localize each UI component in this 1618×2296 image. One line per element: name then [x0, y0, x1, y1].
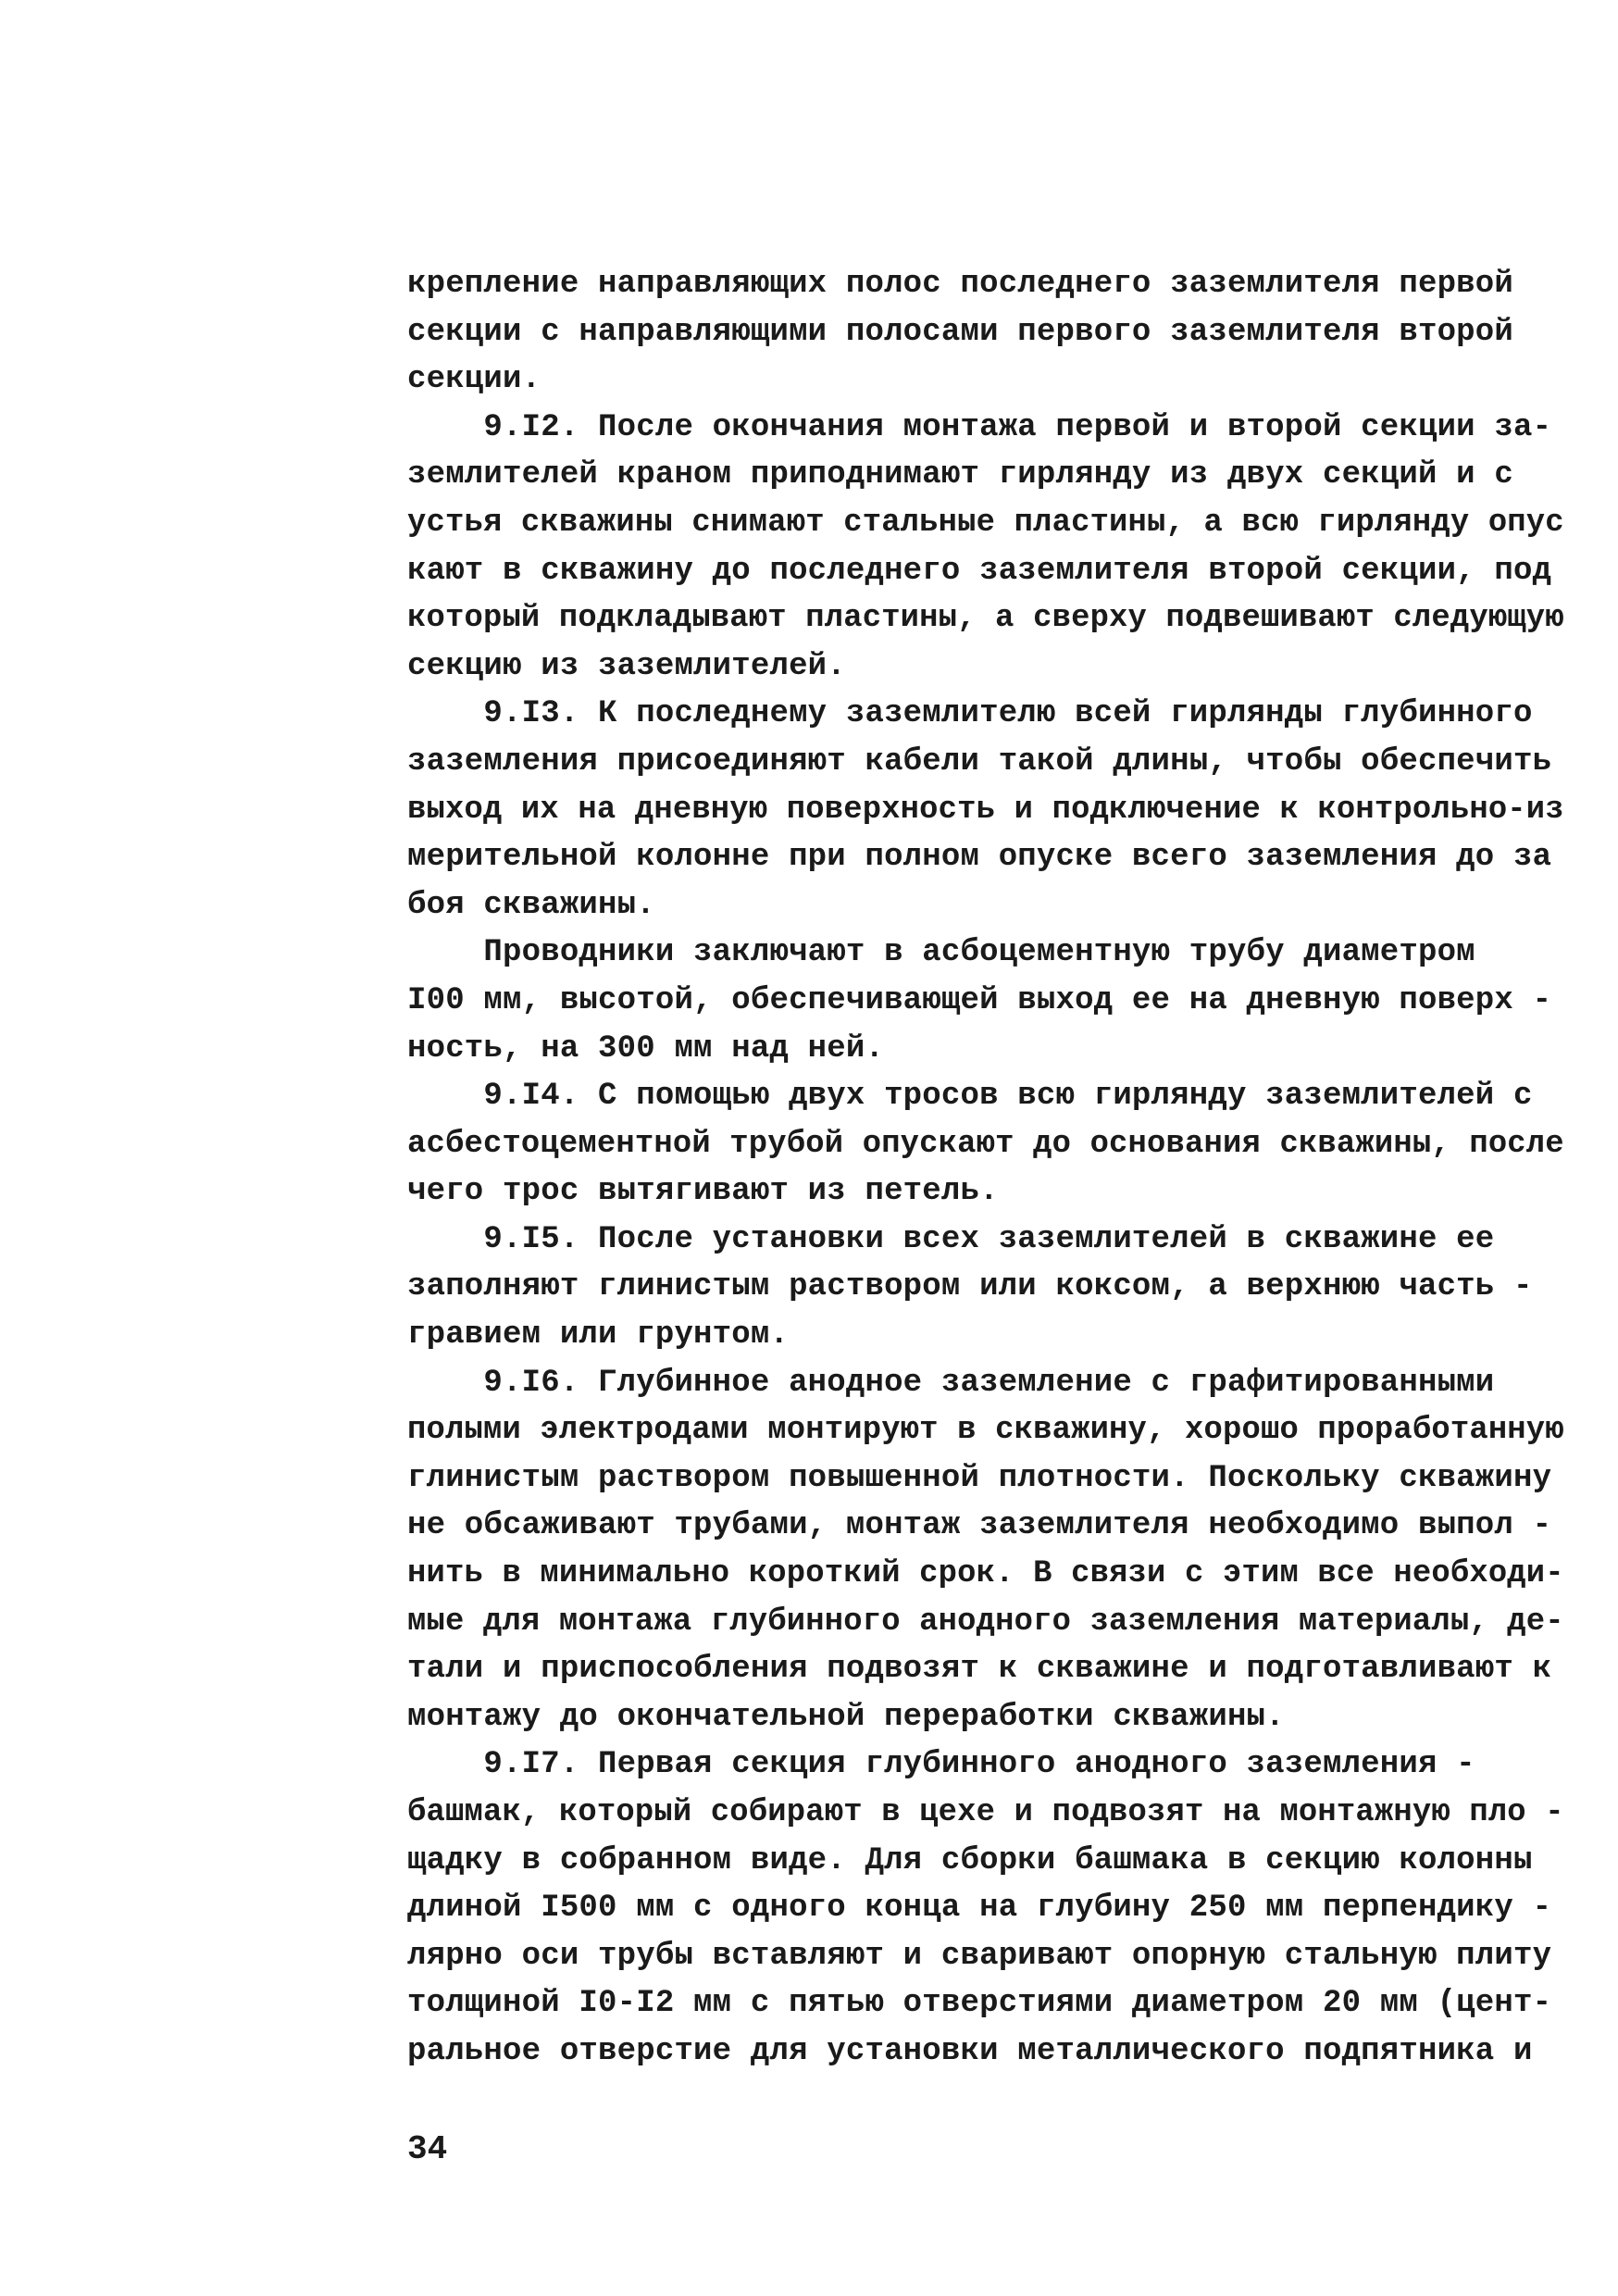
text-line: Проводники заключают в асбоцементную трубу диаметром: [407, 935, 1475, 971]
text-line: монтажу до окончательной переработки скважины.: [407, 1699, 1285, 1735]
text-line: мерительной колонне при полном опуске всего заземления до за: [407, 840, 1552, 876]
body-text: [407, 261, 1564, 2077]
text-line: 9.I7. Первая секция глубинного анодного заземления -: [407, 1747, 1475, 1783]
text-line: полыми электродами монтируют в скважину, хорошо проработанную: [407, 1413, 1564, 1449]
text-line: заполняют глинистым раствором или коксом, а верхнюю часть -: [407, 1269, 1533, 1305]
text-line: тали и приспособления подвозят к скважине и подготавливают к: [407, 1652, 1552, 1688]
text-line: 9.I2. После окончания монтажа первой и второй секции за-: [407, 409, 1552, 445]
text-line: нить в минимально короткий срок. В связи с этим все необходи-: [407, 1556, 1564, 1592]
text-line: башмак, который собирают в цехе и подвозят на монтажную пло -: [407, 1795, 1564, 1830]
text-line: устья скважины снимают стальные пластины, а всю гирлянду опус: [407, 505, 1564, 541]
text-line: 9.I3. К последнему заземлителю всей гирлянды глубинного: [407, 696, 1533, 732]
page-number: 34: [407, 2130, 448, 2168]
text-line: асбестоцементной трубой опускают до основания скважины, после: [407, 1126, 1564, 1162]
text-line: чего трос вытягивают из петель.: [407, 1174, 999, 1210]
text-line: заземления присоединяют кабели такой длины, чтобы обеспечить: [407, 743, 1552, 780]
text-line: мые для монтажа глубинного анодного заземления материалы, де-: [407, 1603, 1564, 1640]
text-line: 9.I4. С помощью двух тросов всю гирлянду заземлителей с: [407, 1079, 1533, 1115]
text-line: глинистым раствором повышенной плотности. Поскольку скважину: [407, 1460, 1552, 1496]
text-line: толщиной I0-I2 мм с пятью отверстиями диаметром 20 мм (цент-: [407, 1986, 1552, 2022]
text-line: 9.I6. Глубинное анодное заземление с графитированными: [407, 1365, 1495, 1401]
text-line: секции с направляющими полосами первого заземлителя второй: [407, 314, 1513, 350]
text-line: секции.: [407, 362, 541, 398]
text-line: кают в скважину до последнего заземлителя второй секции, под: [407, 553, 1552, 589]
text-line: выход их на дневную поверхность и подключение к контрольно-из: [407, 792, 1564, 828]
text-line: I00 мм, высотой, обеспечивающей выход ее на дневную поверх -: [407, 982, 1552, 1018]
text-line: который подкладывают пластины, а сверху подвешивают следующую: [407, 601, 1564, 637]
text-line: не обсаживают трубами, монтаж заземлителя необходимо выпол -: [407, 1508, 1552, 1544]
text-line: длиной I500 мм с одного конца на глубину 250 мм перпендику -: [407, 1890, 1552, 1927]
text-line: ность, на 300 мм над ней.: [407, 1030, 885, 1067]
text-line: землителей краном приподнимают гирлянду из двух секций и с: [407, 457, 1513, 493]
text-line: крепление направляющих полос последнего заземлителя первой: [407, 267, 1513, 302]
text-line: лярно оси трубы вставляют и сваривают опорную стальную плиту: [407, 1938, 1552, 1974]
text-line: ральное отверстие для установки металлического подпятника и: [407, 2033, 1533, 2069]
text-line: секцию из заземлителей.: [407, 648, 846, 684]
text-line: 9.I5. После установки всех заземлителей в скважине ее: [407, 1221, 1495, 1257]
text-line: боя скважины.: [407, 887, 655, 923]
text-line: гравием или грунтом.: [407, 1317, 790, 1354]
text-line: щадку в собранном виде. Для сборки башмака в секцию колонны: [407, 1842, 1533, 1878]
